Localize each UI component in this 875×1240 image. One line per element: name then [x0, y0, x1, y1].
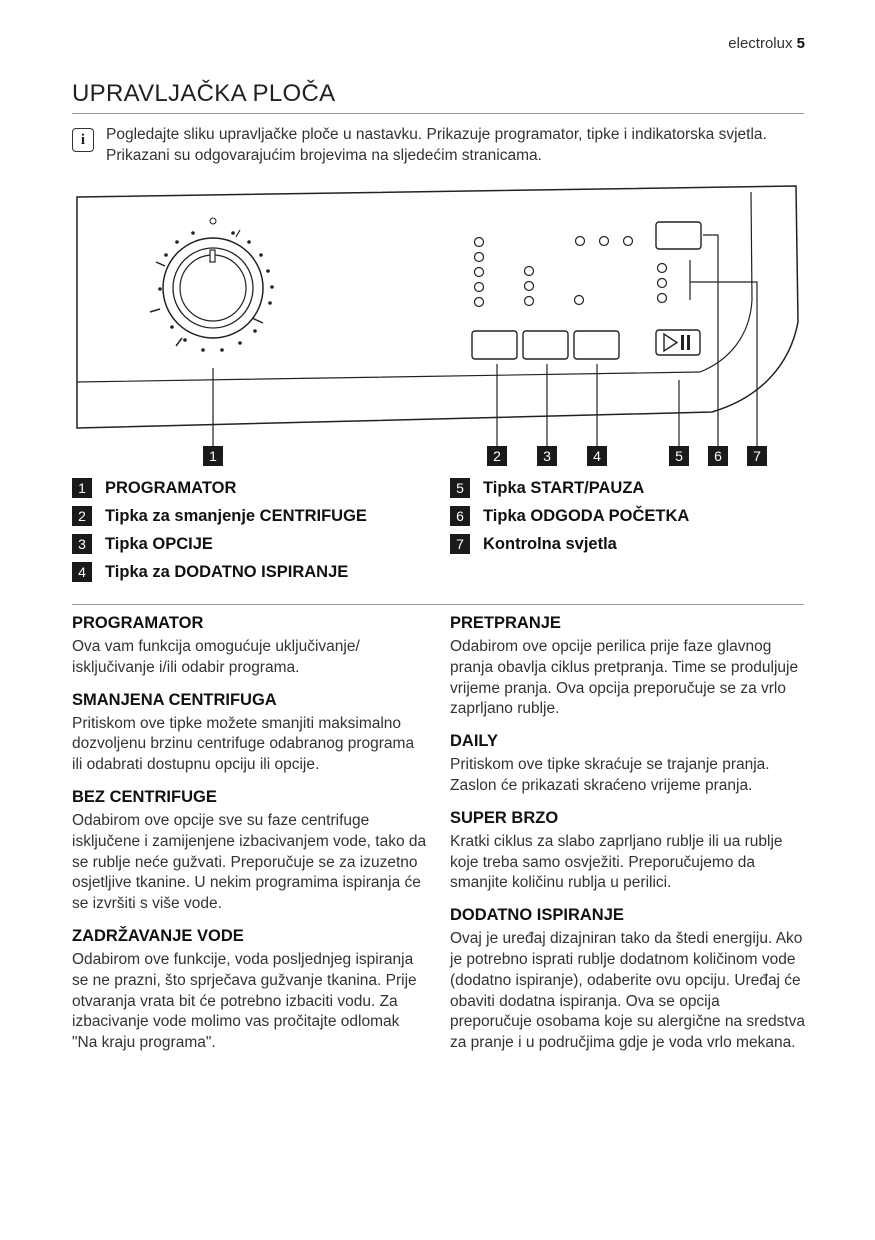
section-heading: SUPER BRZO	[450, 808, 559, 827]
legend-number: 1	[72, 478, 92, 498]
section-body: Odabirom ove opcije sve su faze centrifuge isključene i zamijenjene izbacivanjem vode, tako da se rublje neće gužvati. Preporučuje se za izuzetno osjetljive tkanine. U nekim programima ispiranja će se izvršiti s više vode.	[72, 811, 427, 913]
legend-label: Tipka START/PAUZA	[483, 478, 645, 497]
info-icon: i	[72, 128, 94, 152]
section-heading: BEZ CENTRIFUGE	[72, 787, 217, 806]
legend-item	[450, 530, 689, 558]
callout-6	[708, 446, 728, 466]
callout-4	[587, 446, 607, 466]
legend-number: 4	[72, 562, 92, 582]
callout-label: 5	[675, 448, 683, 464]
callout-label: 7	[753, 448, 761, 464]
section-heading: DAILY	[450, 732, 498, 751]
legend-item	[72, 530, 367, 558]
callout-label: 6	[714, 448, 722, 464]
callout-label: 3	[543, 448, 551, 464]
intro-text: Pogledajte sliku upravljačke ploče u nastavku. Prikazuje programator, tipke i indikatorska svjetla. Prikazani su odgovarajućim brojevima na sljedećim stranicama.	[106, 126, 767, 164]
legend-number: 6	[450, 506, 470, 526]
legend-label: Tipka za DODATNO ISPIRANJE	[105, 562, 349, 581]
legend-left	[72, 474, 367, 586]
section-heading: DODATNO ISPIRANJE	[450, 906, 624, 925]
legend-number: 2	[72, 506, 92, 526]
sections-right	[450, 608, 805, 1066]
section-body: Odabirom ove opcije perilica prije faze glavnog pranja obavlja ciklus pretpranja. Time se produljuje vrijeme pranja. Ova opcija preporučuje se za vrlo zaprljano rublje.	[450, 638, 799, 718]
page-title: UPRAVLJAČKA PLOČA	[72, 80, 336, 107]
callout-7	[747, 446, 767, 466]
legend-item	[72, 474, 367, 502]
legend-label: PROGRAMATOR	[105, 478, 237, 497]
callout-label: 1	[209, 448, 217, 464]
legend-item	[450, 474, 689, 502]
delay-start-button	[656, 222, 701, 249]
legend-label: Tipka ODGODA POČETKA	[483, 506, 690, 525]
brand-name: electrolux	[728, 35, 793, 52]
section-body: Pritiskom ove tipke možete smanjiti maksimalno dozvoljenu brzinu centrifuge odabranog programa ili odabrati dostupnu opciju ili opcije.	[72, 714, 415, 774]
legend-number: 5	[450, 478, 470, 498]
legend-item	[450, 502, 689, 530]
callout-3	[537, 446, 557, 466]
programmer-knob	[163, 238, 263, 338]
section-divider	[72, 604, 804, 605]
section-heading: PRETPRANJE	[450, 614, 561, 632]
section-heading: ZADRŽAVANJE VODE	[72, 926, 244, 945]
options-button	[523, 331, 568, 359]
callout-2	[487, 446, 507, 466]
section-body: Pritiskom ove tipke skraćuje se trajanje pranja. Zaslon će prikazati skraćeno vrijeme pranja.	[450, 756, 770, 794]
callout-label: 4	[593, 448, 601, 464]
section-body: Ovaj je uređaj dizajniran tako da štedi energiju. Ako je potrebno isprati rublje dodatnom količinom vode (dodatno ispiranje), odaberite ovu opciju. Uređaj će obaviti dodatna ispiranja. Ova se opcija preporučuje osobama koje su alergične na sredstva za pranje i u područjima gdje je voda vrlo mekana.	[450, 930, 805, 1052]
page-number: 5	[796, 35, 805, 52]
section-heading: PROGRAMATOR	[72, 614, 204, 632]
section-body: Kratki ciklus za slabo zaprljano rublje ili ua rublje koje treba samo osvježiti. Preporučujemo da smanjite količinu rublja u perilici.	[450, 832, 783, 892]
callout-5	[669, 446, 689, 466]
sections-left	[72, 608, 427, 1066]
callout-1	[203, 446, 223, 466]
control-panel-diagram	[0, 0, 875, 480]
section-heading: SMANJENA CENTRIFUGA	[72, 690, 277, 709]
legend-number: 7	[450, 534, 470, 554]
legend-label: Tipka za smanjenje CENTRIFUGE	[105, 506, 367, 525]
legend-label: Tipka OPCIJE	[105, 534, 213, 553]
legend-label: Kontrolna svjetla	[483, 534, 617, 553]
callout-label: 2	[493, 448, 501, 464]
section-body: Ova vam funkcija omogućuje uključivanje/ isključivanje i/ili odabir programa.	[72, 638, 360, 676]
spin-reduction-button	[472, 331, 517, 359]
extra-rinse-button	[574, 331, 619, 359]
pause-icon	[681, 335, 684, 350]
section-body: Odabirom ove funkcije, voda posljednjeg ispiranja se ne prazni, što sprječava gužvanje tkanina. Prije otvaranja vrata bit će potrebno izbaciti vodu. Za izbacivanje vode molimo vas pročitajte odlomak "Na kraju programa".	[72, 950, 417, 1052]
legend-number: 3	[72, 534, 92, 554]
legend-right	[450, 474, 689, 558]
legend-item	[72, 502, 367, 530]
indicator-lights	[475, 237, 667, 307]
legend-item	[72, 558, 367, 586]
